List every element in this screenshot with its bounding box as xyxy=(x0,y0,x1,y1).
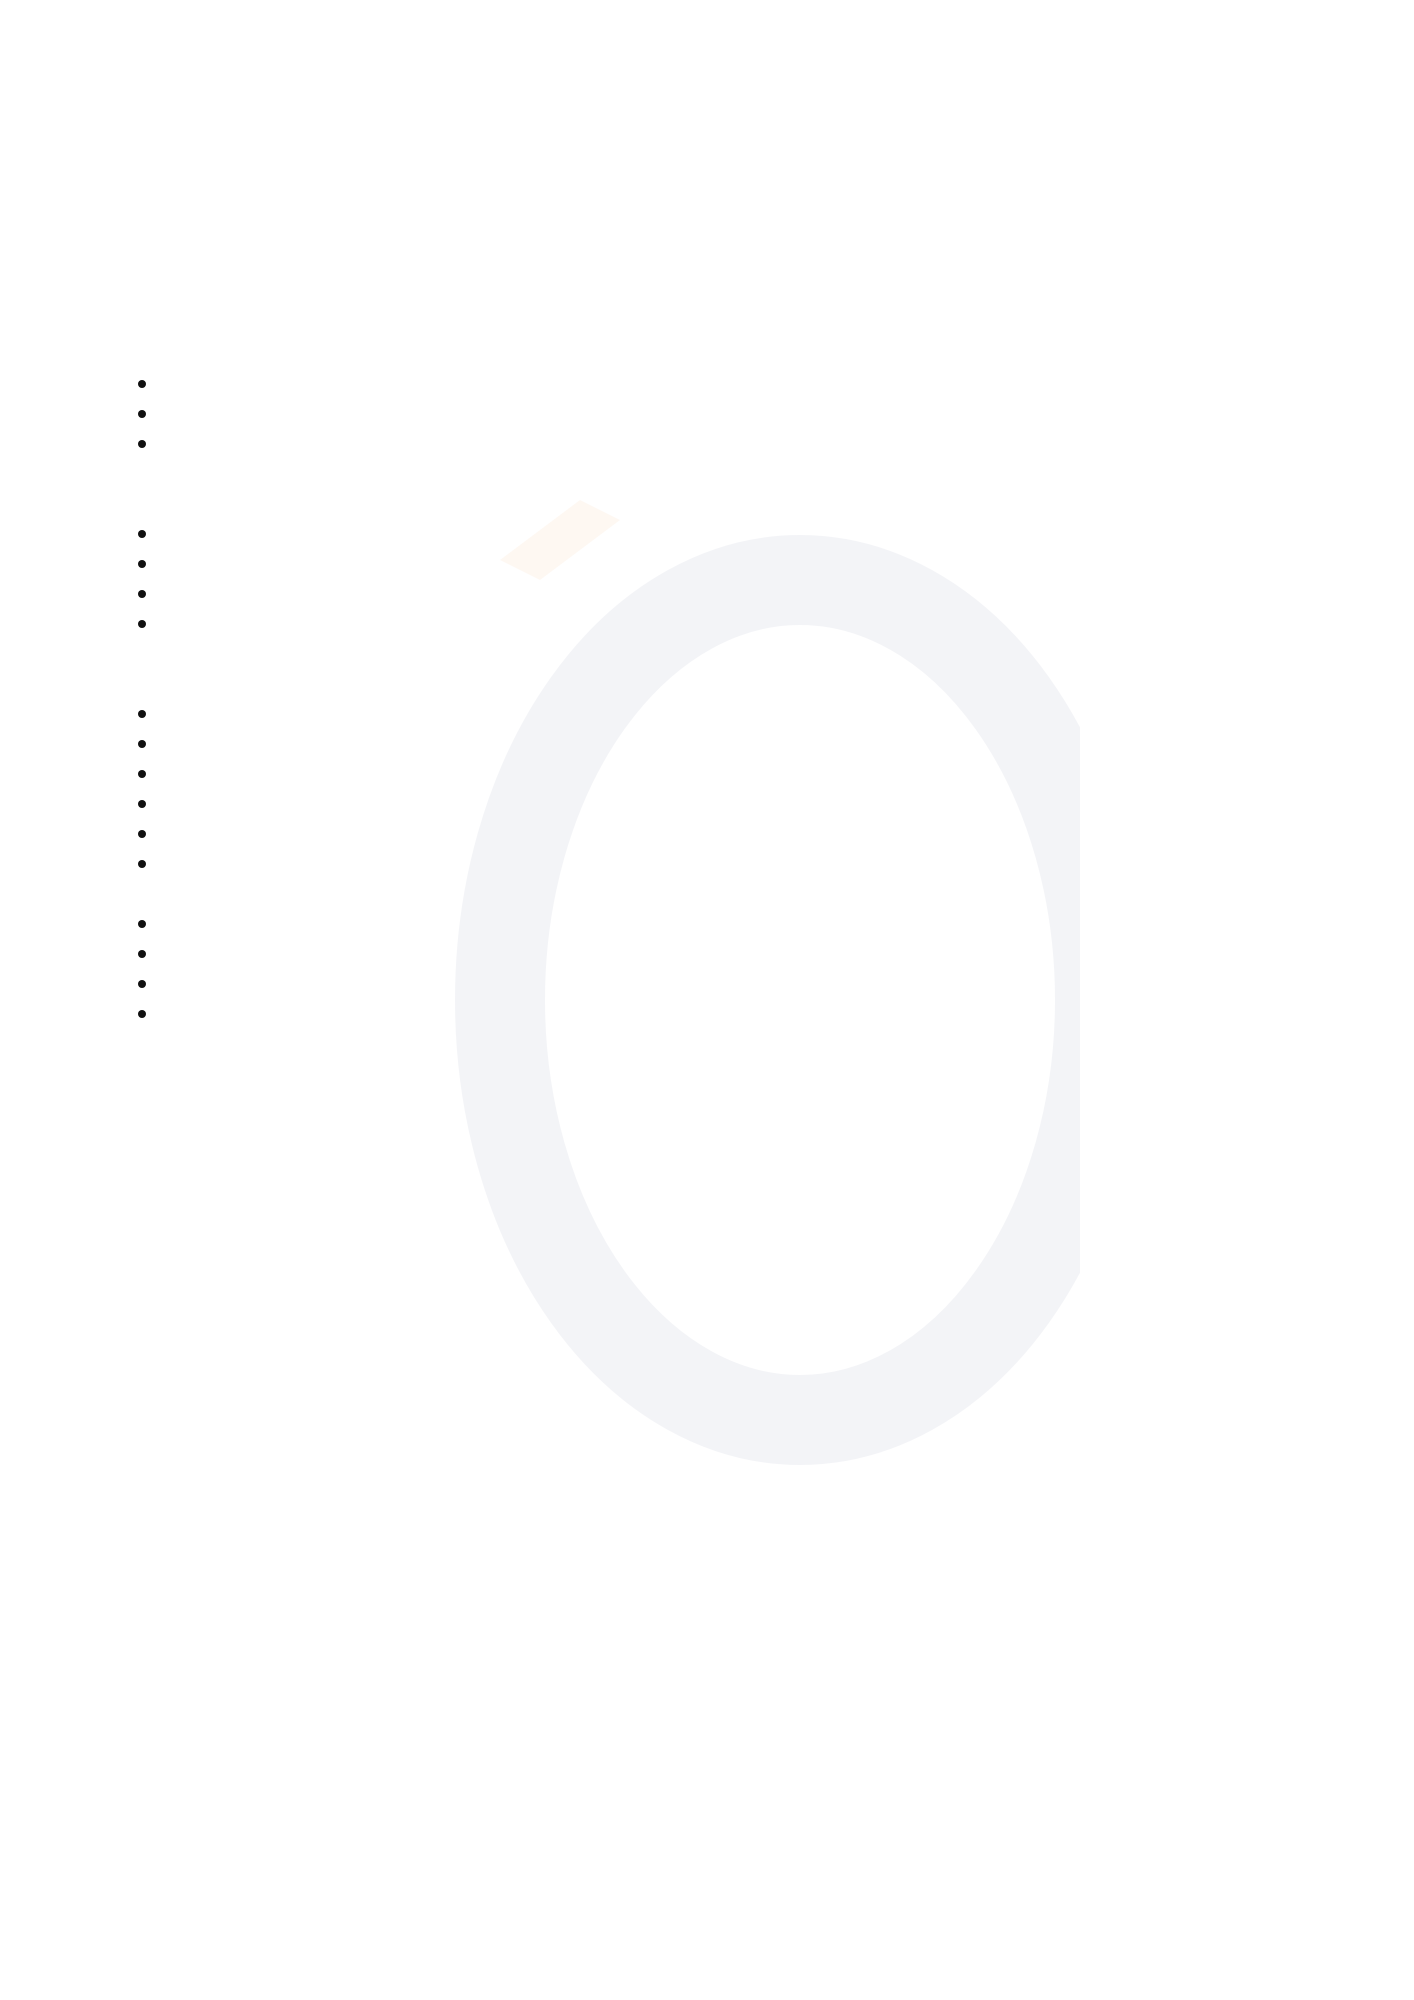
list-item xyxy=(160,368,1300,398)
list-item xyxy=(160,428,1300,458)
list-item xyxy=(160,398,1300,428)
document-body xyxy=(116,80,1300,1088)
habilidades-list xyxy=(116,518,1300,638)
list-item xyxy=(160,578,1300,608)
campos-list xyxy=(116,368,1300,458)
list-item xyxy=(160,968,1300,998)
list-item xyxy=(160,698,1300,728)
list-item xyxy=(160,758,1300,788)
brand-logo xyxy=(116,80,1300,150)
list-item xyxy=(160,788,1300,818)
list-item xyxy=(160,518,1300,548)
list-item xyxy=(160,998,1300,1028)
list-item xyxy=(160,728,1300,758)
conteudo-list xyxy=(116,908,1300,1028)
list-item xyxy=(160,818,1300,848)
list-item xyxy=(160,938,1300,968)
objetivos-list xyxy=(116,698,1300,878)
list-item xyxy=(160,848,1300,878)
list-item xyxy=(160,548,1300,578)
page-title xyxy=(116,150,1300,222)
list-item xyxy=(160,608,1300,638)
list-item xyxy=(160,908,1300,938)
